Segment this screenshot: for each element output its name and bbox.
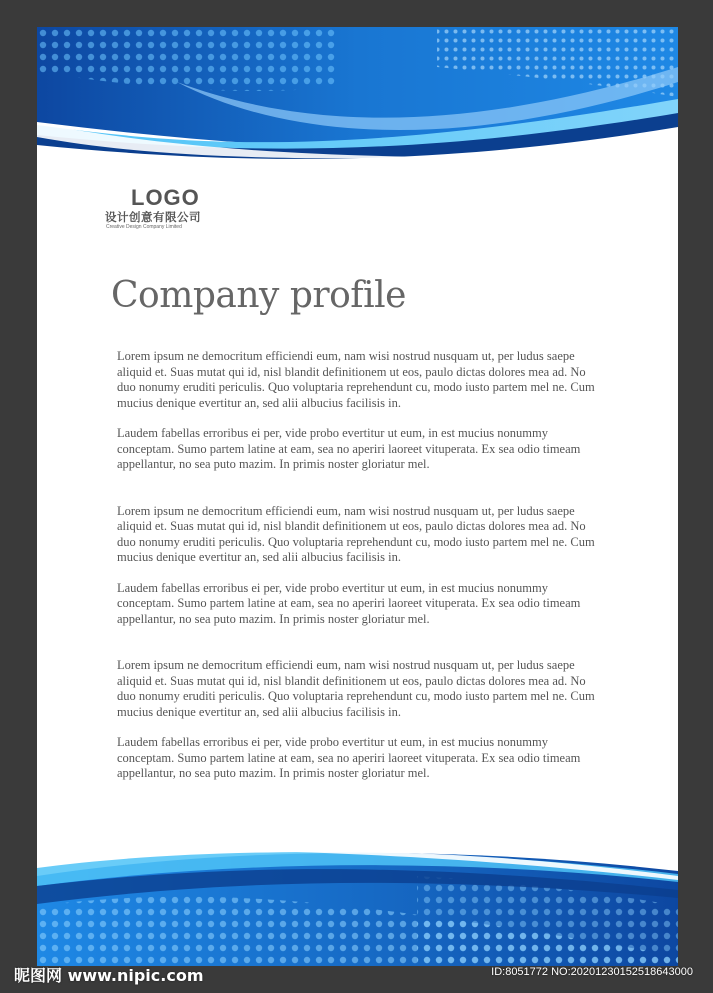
- logo-company-name-en: Creative Design Company Limited: [106, 224, 182, 230]
- letterhead-sheet: [37, 27, 678, 966]
- watermark-site: 昵图网 www.nipic.com: [14, 966, 204, 985]
- paragraph: Laudem fabellas erroribus ei per, vide probo evertitur ut eum, in est mucius nonummy conceptam. Sumo partem latine at eam, sea no aperiri laoreet vituperata. Ex sea odio timeam appellantur, no sea puto mazim. In primis noster gloriatur mel.: [117, 580, 581, 626]
- paragraph: Lorem ipsum ne democritum efficiendi eum, nam wisi nostrud nusquam ut, per ludus saepe aliquid et. Suas mutat qui id, nisl blandit definitionem ut eos, paulo dictas dolores mea ad. No duo nonumy eruditi periculis. Quo voluptaria reprehendunt cu, modo iusto partem mel ne. Cum mucius denique evertitur an, sed alii albucius facilisis in.: [117, 658, 595, 719]
- page-title: Company profile: [111, 275, 406, 316]
- watermark-id: ID:8051772 NO:20201230152518643000: [491, 966, 693, 978]
- header-wave-graphic: [37, 27, 678, 187]
- logo-company-name: 设计创意有限公司: [105, 210, 201, 224]
- body-text: [117, 349, 607, 782]
- footer-wave-graphic: [37, 846, 678, 966]
- paragraph: Lorem ipsum ne democritum efficiendi eum, nam wisi nostrud nusquam ut, per ludus saepe aliquid et. Suas mutat qui id, nisl blandit definitionem ut eos, paulo dictas dolores mea ad. No duo nonumy eruditi periculis. Quo voluptaria reprehendunt cu, modo iusto partem mel ne. Cum mucius denique evertitur an, sed alii albucius facilisis in.: [117, 349, 595, 410]
- paragraph: Laudem fabellas erroribus ei per, vide probo evertitur ut eum, in est mucius nonummy conceptam. Sumo partem latine at eam, sea no aperiri laoreet vituperata. Ex sea odio timeam appellantur, no sea puto mazim. In primis noster gloriatur mel.: [117, 735, 581, 780]
- logo-title: LOGO: [131, 185, 200, 210]
- paragraph: Laudem fabellas erroribus ei per, vide probo evertitur ut eum, in est mucius nonummy conceptam. Sumo partem latine at eam, sea no aperiri laoreet vituperata. Ex sea odio timeam appellantur, no sea puto mazim. In primis noster gloriatur mel.: [117, 426, 581, 471]
- paragraph: Lorem ipsum ne democritum efficiendi eum, nam wisi nostrud nusquam ut, per ludus saepe aliquid et. Suas mutat qui id, nisl blandit definitionem ut eos, paulo dictas dolores mea ad. No duo nonumy eruditi periculis. Quo voluptaria reprehendunt cu, modo iusto partem mel ne. Cum mucius denique evertitur an, sed alii albucius facilisis in.: [117, 503, 595, 564]
